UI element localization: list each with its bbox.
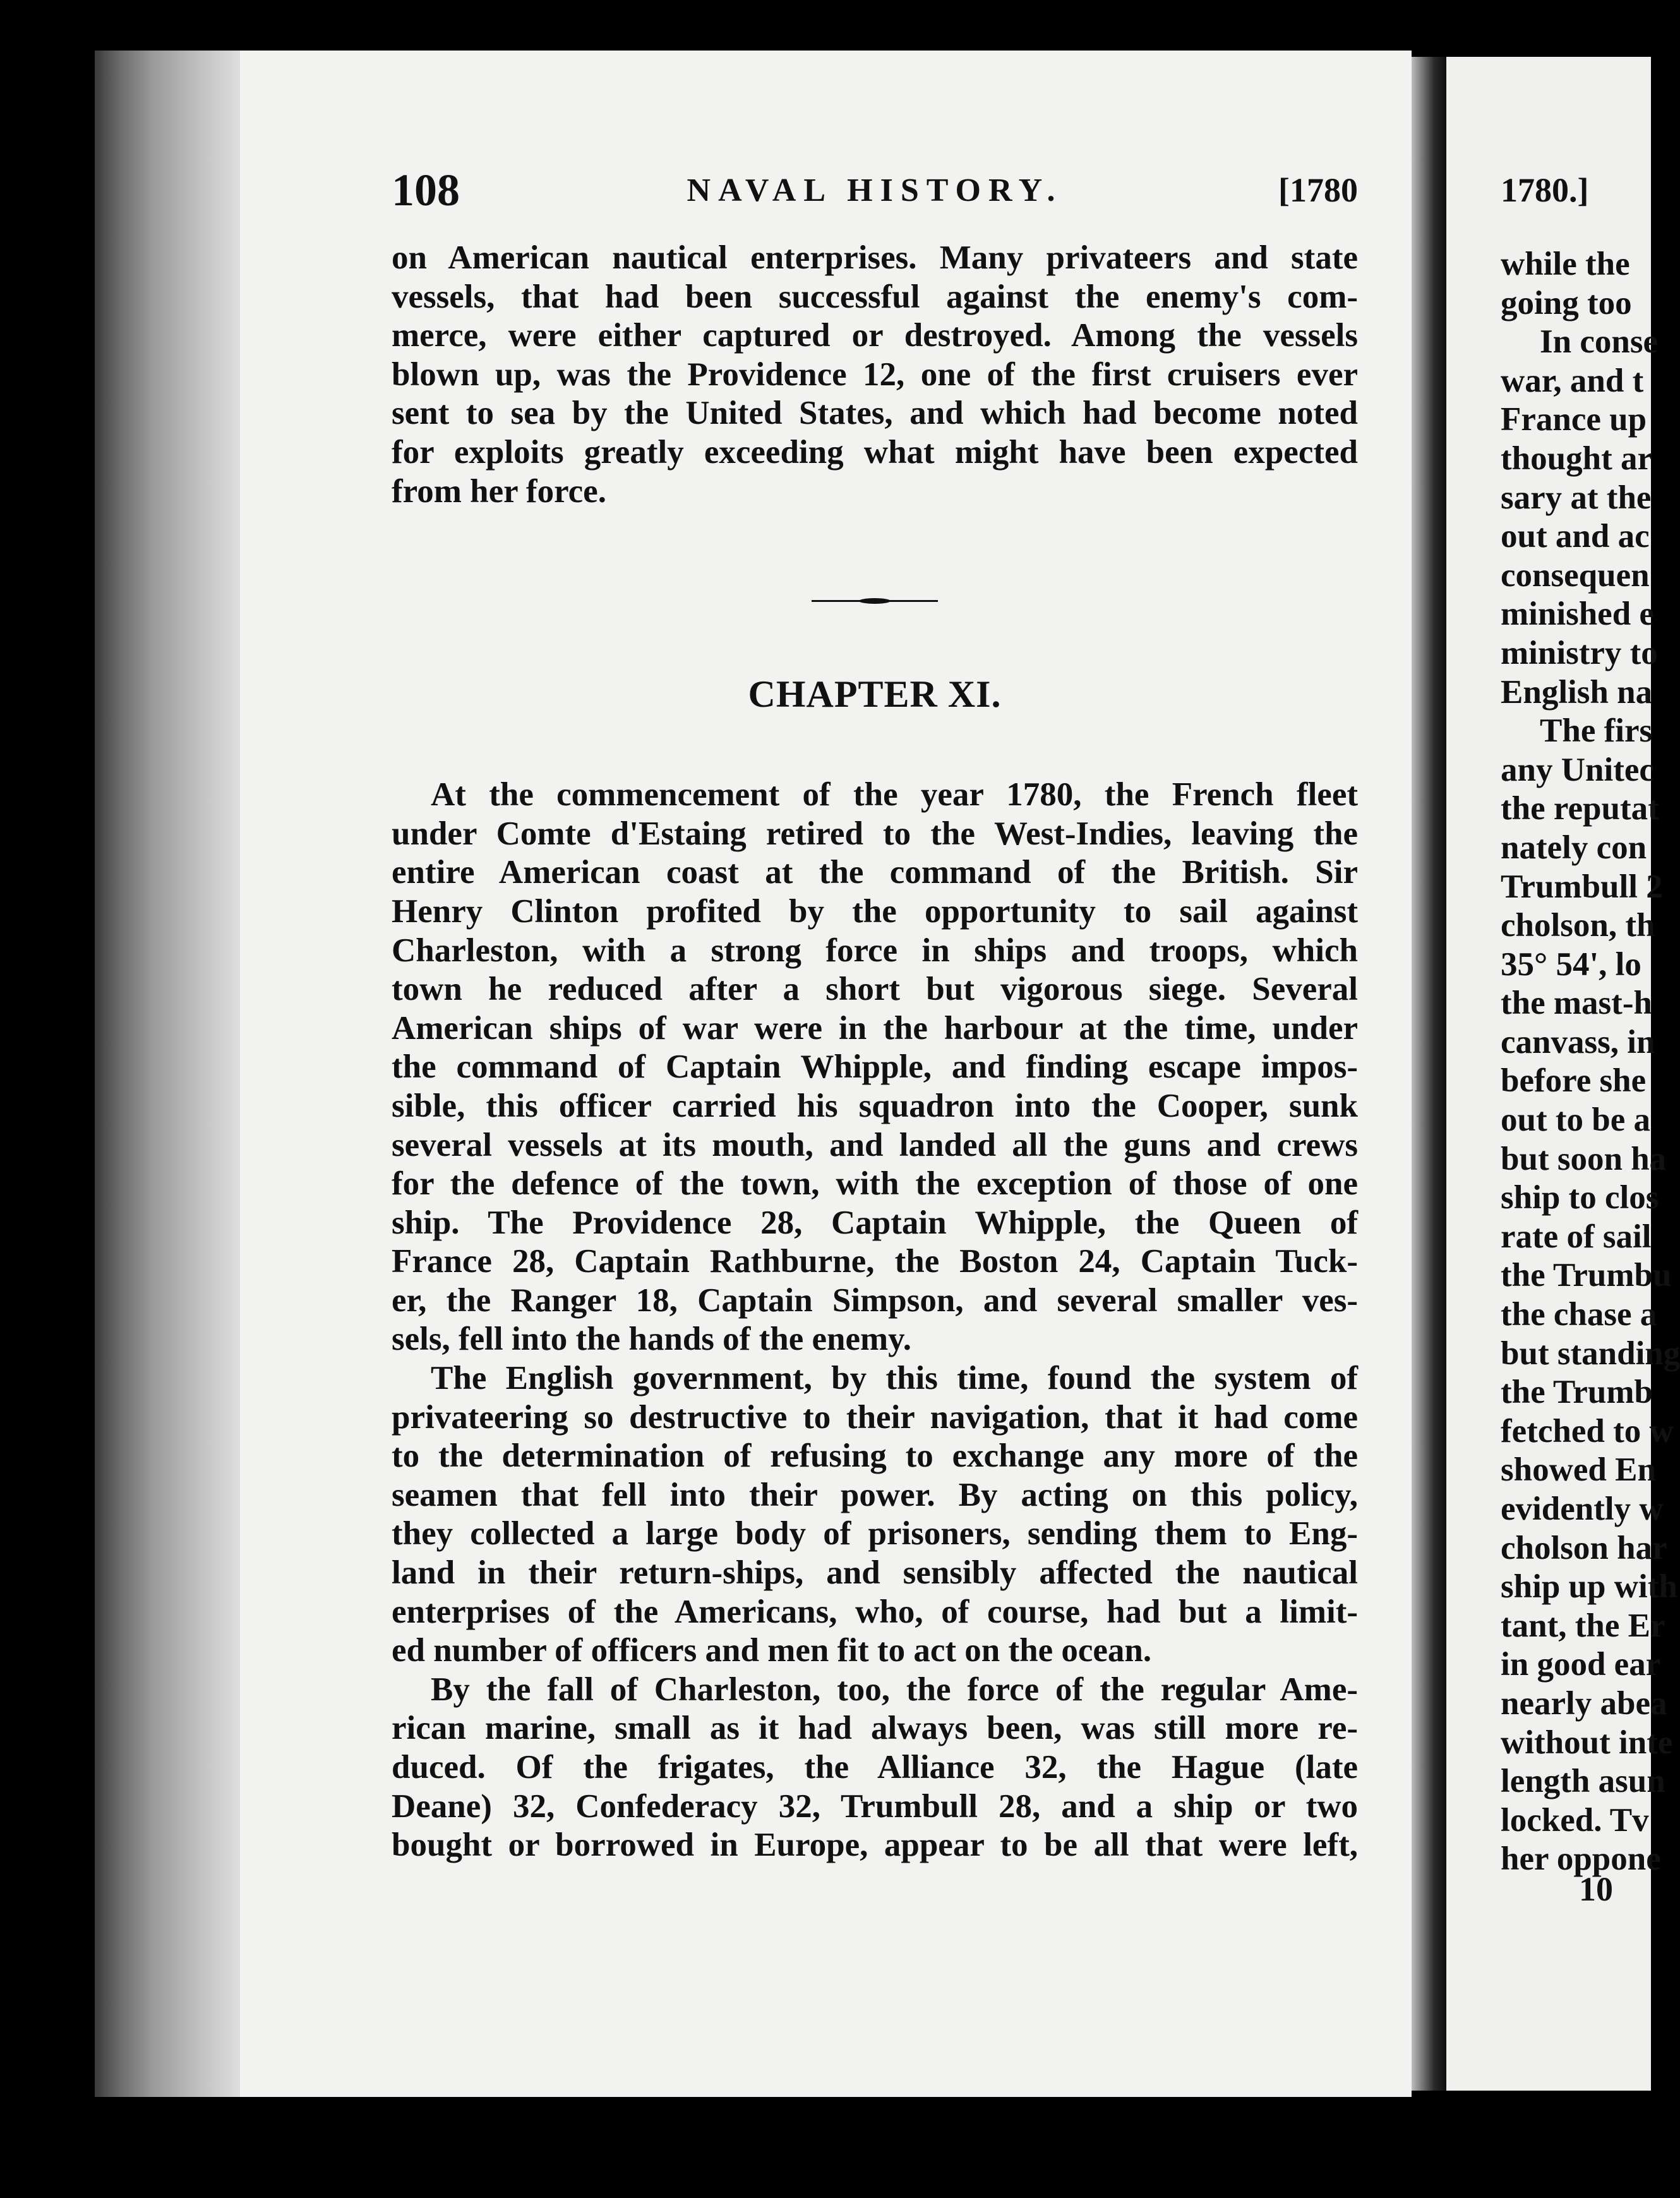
text-line: 35° 54', lo: [1501, 946, 1641, 983]
text-line: nately con: [1501, 829, 1647, 866]
text-line: seamen that fell into their power. By acting on this policy,: [392, 1476, 1358, 1513]
paragraph: [392, 1671, 1358, 1865]
text-line: rate of sail: [1501, 1218, 1652, 1255]
text-line: in good ear: [1501, 1646, 1661, 1683]
text-line: but standing: [1501, 1335, 1680, 1372]
text-line: consequen: [1501, 556, 1650, 594]
text-line: The English government, by this time, found the system of: [431, 1360, 1358, 1397]
text-line: out and ac: [1501, 518, 1650, 555]
text-line: the Trumbu: [1501, 1257, 1672, 1294]
text-line: several vessels at its mouth, and landed all the guns and crews: [392, 1126, 1358, 1163]
text-line: on American nautical enterprises. Many privateers and state: [392, 239, 1358, 276]
text-line: they collected a large body of prisoners, sending them to Eng-: [392, 1515, 1358, 1552]
section-divider: [812, 598, 938, 603]
running-title: NAVAL HISTORY.: [687, 172, 1063, 208]
text-line: fetched to w: [1501, 1412, 1674, 1450]
text-line: In conse: [1540, 323, 1659, 361]
text-line: Trumbull 2: [1501, 868, 1663, 905]
text-line: war, and t: [1501, 362, 1644, 399]
text-line: the mast-h: [1501, 985, 1652, 1022]
text-line: out to be a: [1501, 1102, 1651, 1139]
page-number: 108: [392, 165, 460, 215]
text-line: The firs: [1540, 712, 1653, 750]
text-line: cholson har: [1501, 1529, 1667, 1566]
text-line: ship up with: [1501, 1568, 1677, 1606]
text-line: while the: [1501, 246, 1630, 282]
text-line: for the defence of the town, with the exception of those of one: [392, 1165, 1358, 1203]
text-line: Charleston, with a strong force in ships and troops, which: [392, 932, 1358, 969]
text-line: rican marine, small as it had always been, was still more re-: [392, 1710, 1358, 1747]
text-line: duced. Of the frigates, the Alliance 32, the Hague (late: [392, 1749, 1358, 1786]
text-line: American ships of war were in the harbour at the time, under: [392, 1009, 1358, 1047]
page-header: [392, 164, 1358, 221]
text-line: tant, the Er: [1501, 1607, 1665, 1644]
text-line: length asun: [1501, 1763, 1665, 1800]
text-line: By the fall of Charleston, too, the force of the regular Ame-: [431, 1671, 1358, 1708]
text-line: France up: [1501, 401, 1647, 438]
text-line: English na: [1501, 673, 1653, 711]
text-line: her oppone: [1501, 1841, 1661, 1878]
text-line: cholson, th: [1501, 907, 1655, 944]
text-line: showed En: [1501, 1451, 1656, 1489]
text-line: thought ar: [1501, 440, 1653, 477]
text-line: sible, this officer carried his squadron into the Cooper, sunk: [392, 1087, 1358, 1124]
text-line: er, the Ranger 18, Captain Simpson, and several smaller ves-: [392, 1282, 1358, 1319]
paragraph: [392, 1359, 1358, 1671]
text-line: blown up, was the Providence 12, one of the first cruisers ever: [392, 356, 1358, 393]
header-year: [1780: [1278, 171, 1358, 209]
text-line: the Trumb: [1501, 1374, 1653, 1411]
text-line: Henry Clinton profited by the opportunity to sail against: [392, 892, 1358, 930]
text-line: the chase a: [1501, 1296, 1657, 1333]
text-line: but soon ha: [1501, 1140, 1667, 1177]
right-page: [1446, 57, 1680, 2091]
text-line: locked. Tv: [1501, 1801, 1649, 1839]
text-line: without inte: [1501, 1724, 1673, 1761]
text-line: sary at the: [1501, 479, 1652, 516]
page-edge-stack: [95, 51, 240, 2097]
opening-paragraph: [392, 239, 1358, 511]
text-line: France 28, Captain Rathburne, the Boston 24, Captain Tuck-: [392, 1243, 1358, 1280]
text-line: privateering so destructive to their navigation, that it had come: [392, 1398, 1358, 1436]
signature-mark: 10: [1579, 1870, 1613, 1908]
text-line: land in their return-ships, and sensibly affected the nautical: [392, 1554, 1358, 1592]
text-line: sels, fell into the hands of the enemy.: [392, 1321, 911, 1358]
page-body: [392, 239, 1358, 1865]
paragraph: [392, 776, 1358, 1359]
text-line: the command of Captain Whipple, and finding escape impos-: [392, 1048, 1358, 1086]
text-line: the reputat: [1501, 790, 1659, 827]
text-line: sent to sea by the United States, and which had become noted: [392, 395, 1358, 432]
text-line: bought or borrowed in Europe, appear to be all that were left,: [392, 1827, 1358, 1864]
text-line: At the commencement of the year 1780, the French fleet: [431, 776, 1358, 814]
text-line: to the determination of refusing to exchange any more of the: [392, 1438, 1358, 1475]
text-line: town he reduced after a short but vigorous siege. Several: [392, 971, 1358, 1008]
text-line: before she: [1501, 1062, 1647, 1100]
text-line: ship. The Providence 28, Captain Whipple, the Queen of: [392, 1204, 1358, 1241]
text-line: Deane) 32, Confederacy 32, Trumbull 28, and a ship or two: [392, 1787, 1358, 1825]
text-line: under Comte d'Estaing retired to the West-Indies, leaving the: [392, 815, 1358, 852]
text-line: merce, were either captured or destroyed. Among the vessels: [392, 317, 1358, 354]
text-line: vessels, that had been successful against the enemy's com-: [392, 278, 1358, 315]
text-line: from her force.: [392, 472, 606, 510]
text-line: evidently w: [1501, 1491, 1664, 1527]
text-line: ed number of officers and men fit to act on the ocean.: [392, 1632, 1152, 1669]
text-line: for exploits greatly exceeding what might have been expected: [392, 433, 1358, 471]
header-year: 1780.]: [1501, 171, 1589, 209]
text-line: ship to clos: [1501, 1179, 1659, 1216]
text-line: entire American coast at the command of the British. Sir: [392, 854, 1358, 891]
text-line: minished e: [1501, 596, 1654, 633]
text-line: canvass, in: [1501, 1023, 1655, 1060]
left-page: [240, 51, 1412, 2097]
text-line: enterprises of the Americans, who, of course, had but a limit-: [392, 1593, 1358, 1630]
text-line: any Unitec: [1501, 751, 1654, 788]
text-line: going too: [1501, 284, 1632, 321]
text-line: ministry to: [1501, 634, 1658, 671]
text-line: nearly abea: [1501, 1685, 1667, 1722]
page-body: [1501, 245, 1680, 1879]
chapter-heading: CHAPTER XI.: [748, 673, 1002, 716]
